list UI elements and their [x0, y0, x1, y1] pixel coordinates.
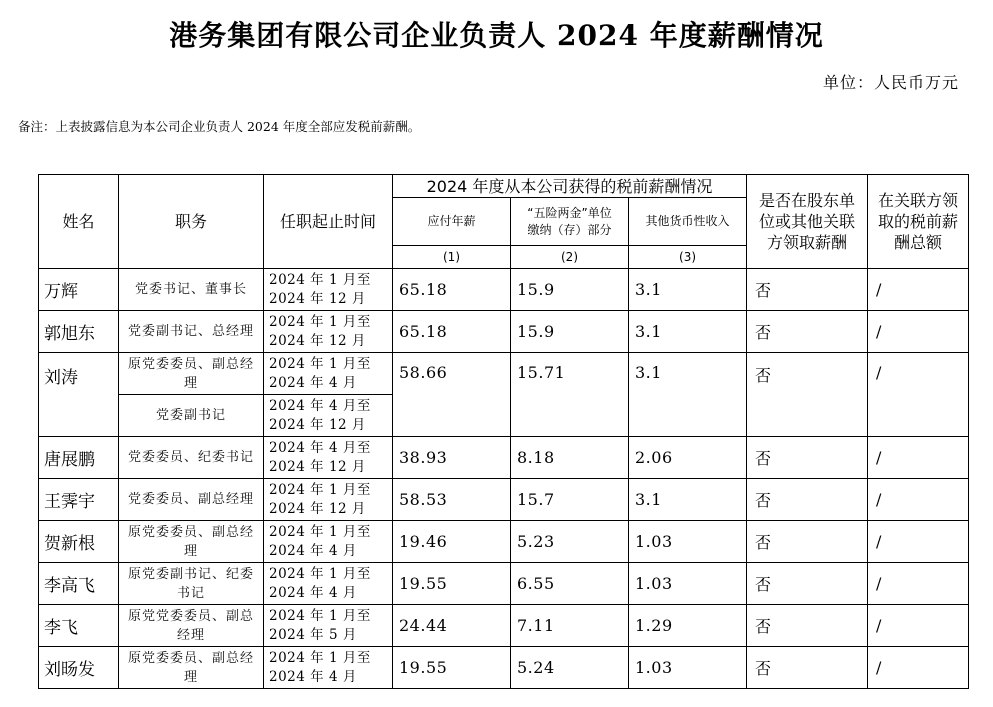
header-name: 姓名 [39, 175, 119, 269]
header-index-1: (1) [393, 246, 511, 269]
cell-post: 原党党委委员、副总经理 [119, 605, 264, 647]
header-salary-group: 2024 年度从本公司获得的税前薪酬情况 [393, 175, 747, 198]
header-related-total: 在关联方领取的税前薪酬总额 [868, 175, 969, 269]
cell-term [264, 437, 393, 479]
salary-table [38, 174, 969, 689]
cell-term-2 [264, 395, 393, 437]
term-end: 2024 年 12 月 [269, 332, 366, 349]
cell-related-total: / [868, 437, 969, 479]
cell-other: 1.03 [629, 647, 747, 689]
header-insurance-line1: “五险两金”单位 [527, 205, 612, 220]
table-row [39, 479, 969, 521]
term-end: 2024 年 5 月 [269, 626, 357, 643]
cell-post: 原党委委员、副总经理 [119, 521, 264, 563]
term-end: 2024 年 12 月 [269, 458, 366, 475]
term-start: 2024 年 1 月至 [269, 565, 371, 582]
cell-insurance: 5.23 [511, 521, 629, 563]
header-insurance [511, 198, 629, 246]
cell-term [264, 563, 393, 605]
cell-post: 原党委委员、副总经理 [119, 647, 264, 689]
cell-name: 刘涛 [39, 353, 119, 437]
table-row [39, 605, 969, 647]
cell-related-total: / [868, 269, 969, 311]
cell-related-total: / [868, 647, 969, 689]
cell-insurance: 15.9 [511, 311, 629, 353]
term-start: 2024 年 1 月至 [269, 649, 371, 666]
header-index-3: (3) [629, 246, 747, 269]
cell-name: 郭旭东 [39, 311, 119, 353]
footnote: 备注：上表披露信息为本公司企业负责人 2024 年度全部应发税前薪酬。 [18, 119, 421, 134]
term-start: 2024 年 1 月至 [269, 523, 371, 540]
cell-pay: 19.55 [393, 647, 511, 689]
cell-term [264, 479, 393, 521]
table-row [39, 437, 969, 479]
cell-other: 1.03 [629, 563, 747, 605]
table-row [39, 269, 969, 311]
cell-related-total: / [868, 563, 969, 605]
header-other: 其他货币性收入 [629, 198, 747, 246]
cell-post: 原党委委员、副总经理 [119, 353, 264, 395]
cell-term [264, 605, 393, 647]
cell-name: 贺新根 [39, 521, 119, 563]
cell-insurance: 8.18 [511, 437, 629, 479]
cell-related-total: / [868, 311, 969, 353]
cell-other: 3.1 [629, 269, 747, 311]
cell-pay: 19.55 [393, 563, 511, 605]
cell-related-total: / [868, 479, 969, 521]
header-index-2: (2) [511, 246, 629, 269]
cell-other: 3.1 [629, 353, 747, 437]
cell-term [264, 521, 393, 563]
cell-term [264, 269, 393, 311]
term-start: 2024 年 1 月至 [269, 313, 371, 330]
cell-post: 党委书记、董事长 [119, 269, 264, 311]
cell-related: 否 [747, 311, 868, 353]
cell-post-2: 党委副书记 [119, 395, 264, 437]
cell-pay: 38.93 [393, 437, 511, 479]
cell-post: 党委委员、纪委书记 [119, 437, 264, 479]
header-pay: 应付年薪 [393, 198, 511, 246]
cell-other: 1.03 [629, 521, 747, 563]
cell-pay: 65.18 [393, 311, 511, 353]
currency-unit: 单位：人民币万元 [822, 73, 959, 92]
cell-related: 否 [747, 479, 868, 521]
page-title: 港务集团有限公司企业负责人 2024 年度薪酬情况 [169, 19, 824, 52]
term-end: 2024 年 12 月 [269, 290, 366, 307]
cell-name: 李飞 [39, 605, 119, 647]
cell-related: 否 [747, 521, 868, 563]
cell-related: 否 [747, 563, 868, 605]
cell-name: 王霁宇 [39, 479, 119, 521]
cell-post: 党委副书记、总经理 [119, 311, 264, 353]
cell-other: 2.06 [629, 437, 747, 479]
term-end: 2024 年 4 月 [269, 542, 357, 559]
term-end: 2024 年 4 月 [269, 668, 357, 685]
cell-related-total: / [868, 521, 969, 563]
term-start: 2024 年 1 月至 [269, 271, 371, 288]
cell-insurance: 15.9 [511, 269, 629, 311]
cell-pay: 19.46 [393, 521, 511, 563]
cell-term [264, 311, 393, 353]
header-term: 任职起止时间 [264, 175, 393, 269]
cell-related: 否 [747, 437, 868, 479]
table-row [39, 353, 969, 395]
cell-insurance: 5.24 [511, 647, 629, 689]
term-end: 2024 年 12 月 [269, 500, 366, 517]
cell-insurance: 6.55 [511, 563, 629, 605]
cell-pay: 58.66 [393, 353, 511, 437]
term-start: 2024 年 1 月至 [269, 355, 371, 372]
cell-pay: 65.18 [393, 269, 511, 311]
cell-post: 党委委员、副总经理 [119, 479, 264, 521]
header-post: 职务 [119, 175, 264, 269]
header-row-1 [39, 175, 969, 198]
cell-pay: 58.53 [393, 479, 511, 521]
cell-term [264, 647, 393, 689]
table-row [39, 563, 969, 605]
cell-name: 唐展鹏 [39, 437, 119, 479]
table-row [39, 647, 969, 689]
cell-term [264, 353, 393, 395]
term-end: 2024 年 12 月 [269, 416, 366, 433]
term-start: 2024 年 1 月至 [269, 607, 371, 624]
cell-insurance: 15.7 [511, 479, 629, 521]
term-end: 2024 年 4 月 [269, 584, 357, 601]
cell-insurance: 7.11 [511, 605, 629, 647]
header-insurance-line2: 缴纳（存）部分 [527, 222, 612, 237]
cell-related: 否 [747, 605, 868, 647]
term-start: 2024 年 1 月至 [269, 481, 371, 498]
cell-other: 3.1 [629, 311, 747, 353]
cell-related: 否 [747, 647, 868, 689]
cell-insurance: 15.71 [511, 353, 629, 437]
cell-related-total: / [868, 353, 969, 437]
cell-post: 原党委副书记、纪委书记 [119, 563, 264, 605]
cell-other: 3.1 [629, 479, 747, 521]
header-related: 是否在股东单位或其他关联方领取薪酬 [747, 175, 868, 269]
cell-related: 否 [747, 353, 868, 437]
cell-related-total: / [868, 605, 969, 647]
term-end: 2024 年 4 月 [269, 374, 357, 391]
term-start: 2024 年 4 月至 [269, 439, 371, 456]
term-start: 2024 年 4 月至 [269, 397, 371, 414]
cell-related: 否 [747, 269, 868, 311]
table-row [39, 521, 969, 563]
cell-other: 1.29 [629, 605, 747, 647]
cell-pay: 24.44 [393, 605, 511, 647]
cell-name: 李高飞 [39, 563, 119, 605]
cell-name: 万辉 [39, 269, 119, 311]
cell-name: 刘旸发 [39, 647, 119, 689]
table-row [39, 311, 969, 353]
